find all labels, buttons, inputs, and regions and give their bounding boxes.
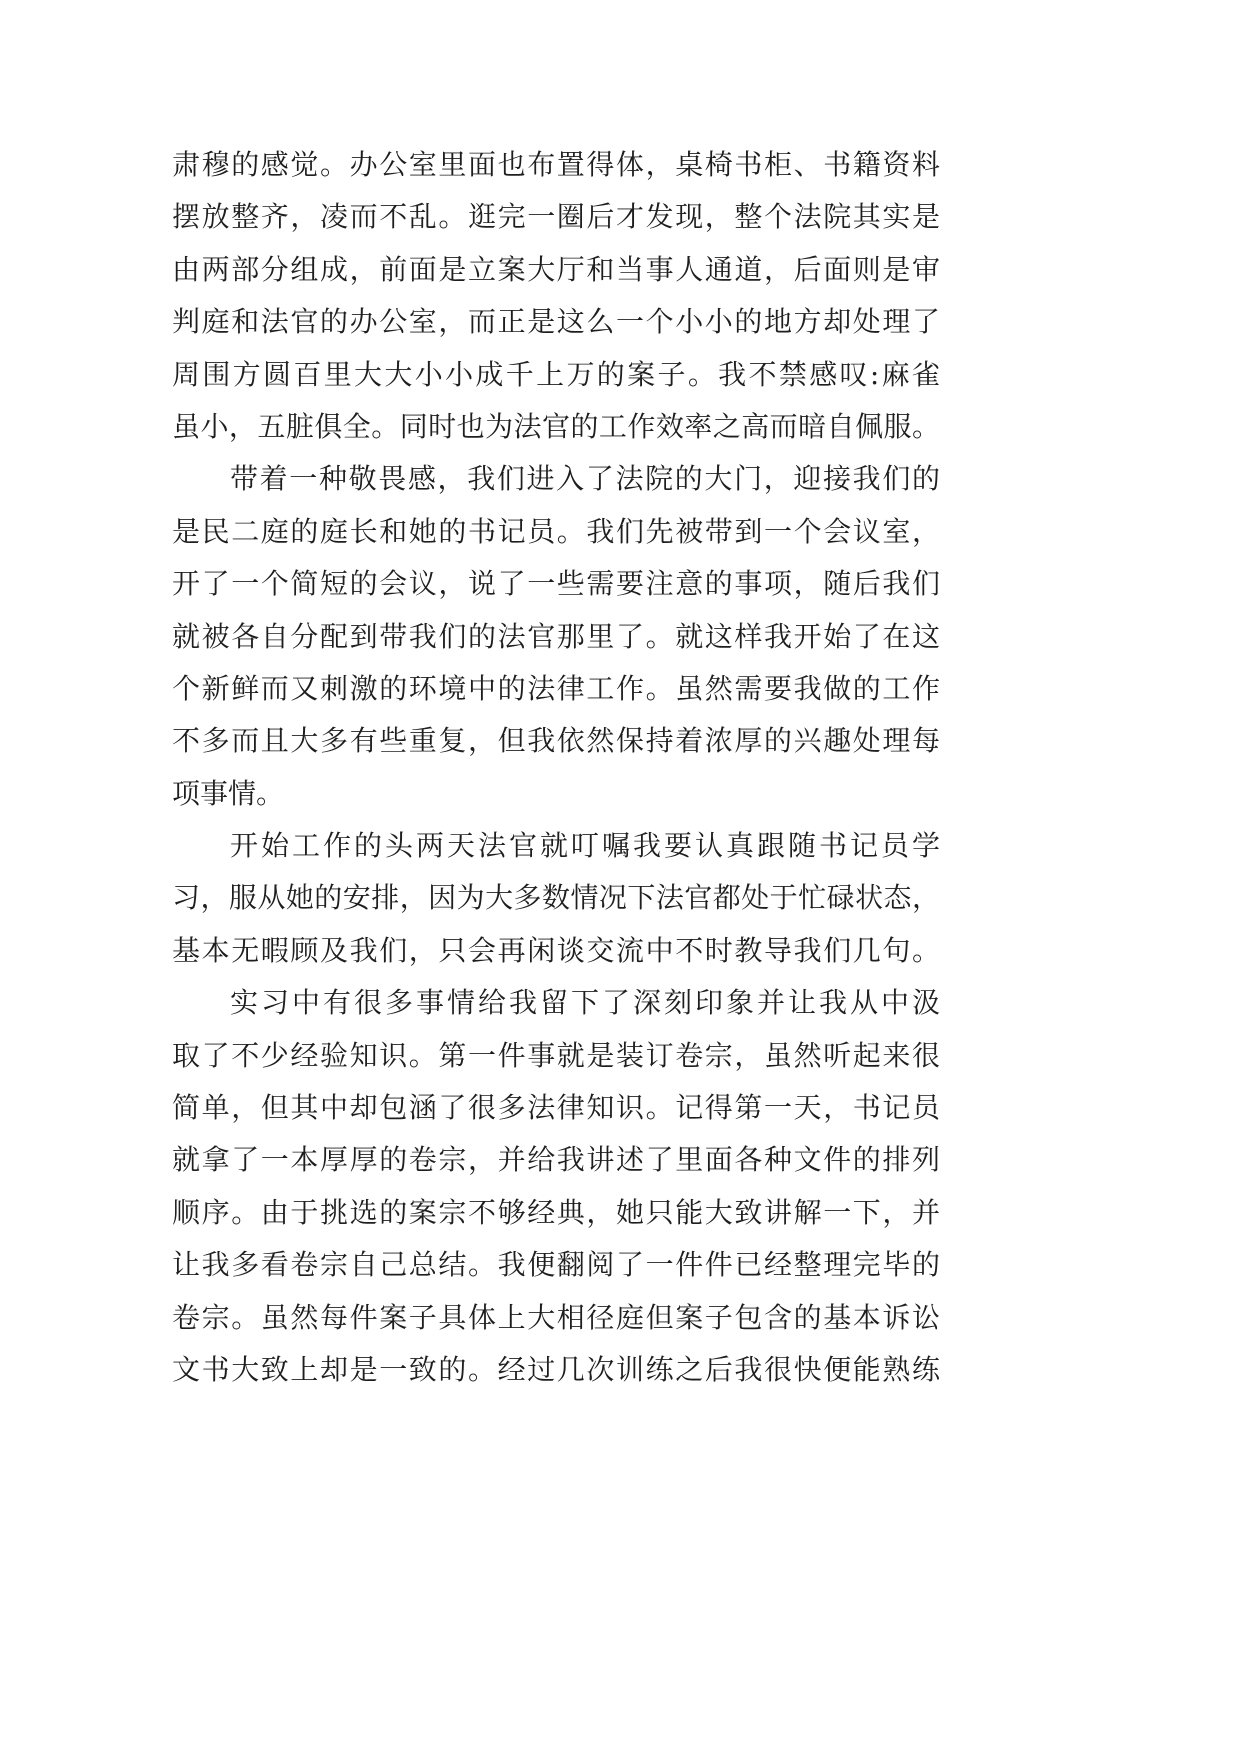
text-line: 文书大致上却是一致的。经过几次训练之后我很快便能熟练 [172, 1352, 940, 1386]
text-line: 简单，但其中却包涵了很多法律知识。记得第一天，书记员 [172, 1091, 940, 1125]
text-line: 判庭和法官的办公室，而正是这么一个小小的地方却处理了 [172, 305, 940, 339]
text-line: 就拿了一本厚厚的卷宗，并给我讲述了里面各种文件的排列 [172, 1143, 940, 1177]
text-line: 由两部分组成，前面是立案大厅和当事人通道，后面则是审 [172, 252, 940, 286]
text-line: 习，服从她的安排，因为大多数情况下法官都处于忙碌状态， [172, 881, 940, 915]
text-line: 开始工作的头两天法官就叮嘱我要认真跟随书记员学 [230, 829, 940, 863]
paragraph-1 [172, 139, 940, 453]
text-line: 顺序。由于挑选的案宗不够经典，她只能大致讲解一下，并 [172, 1195, 940, 1229]
text-line: 带着一种敬畏感，我们进入了法院的大门，迎接我们的 [230, 462, 940, 496]
text-line: 周围方圆百里大大小小成千上万的案子。我不禁感叹:麻雀 [172, 357, 940, 391]
text-line: 个新鲜而又刺激的环境中的法律工作。虽然需要我做的工作 [172, 671, 940, 705]
text-line: 虽小，五脏俱全。同时也为法官的工作效率之高而暗自佩服。 [172, 409, 940, 443]
text-line: 开了一个简短的会议，说了一些需要注意的事项，随后我们 [172, 567, 940, 601]
text-line: 不多而且大多有些重复，但我依然保持着浓厚的兴趣处理每 [172, 724, 940, 758]
paragraph-2 [172, 453, 940, 820]
text-line: 肃穆的感觉。办公室里面也布置得体，桌椅书柜、书籍资料 [172, 148, 940, 181]
text-line: 卷宗。虽然每件案子具体上大相径庭但案子包含的基本诉讼 [172, 1300, 940, 1334]
text-line: 让我多看卷宗自己总结。我便翻阅了一件件已经整理完毕的 [172, 1248, 940, 1282]
body-text [172, 139, 940, 1396]
text-line: 就被各自分配到带我们的法官那里了。就这样我开始了在这 [172, 619, 940, 653]
text-line: 取了不少经验知识。第一件事就是装订卷宗，虽然听起来很 [172, 1038, 940, 1072]
paragraph-3 [172, 820, 940, 977]
text-line: 项事情。 [172, 776, 285, 810]
text-line: 摆放整齐，凌而不乱。逛完一圈后才发现，整个法院其实是 [172, 200, 940, 234]
text-line: 实习中有很多事情给我留下了深刻印象并让我从中汲 [230, 986, 940, 1020]
paragraph-4 [172, 977, 940, 1396]
text-line: 是民二庭的庭长和她的书记员。我们先被带到一个会议室， [172, 514, 940, 548]
text-line: 基本无暇顾及我们，只会再闲谈交流中不时教导我们几句。 [172, 933, 940, 967]
